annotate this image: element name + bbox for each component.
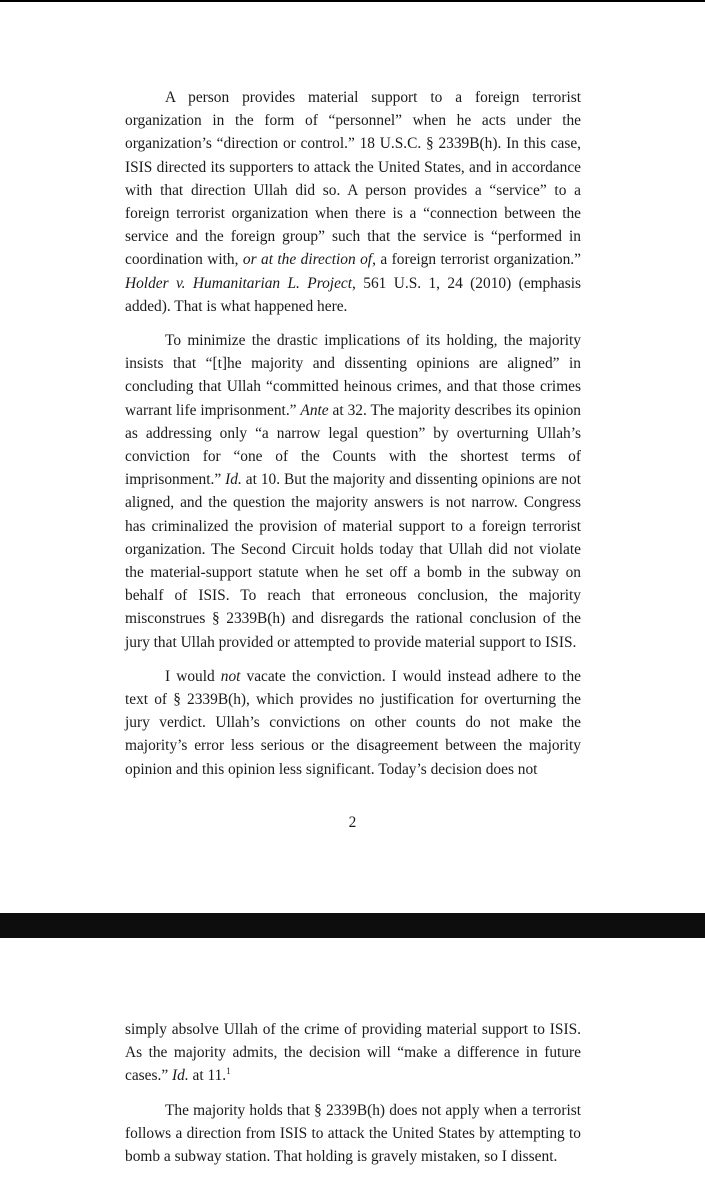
page-2-body [125,1018,581,1179]
italic-text: not [220,667,241,685]
document-page-1 [0,2,705,913]
paragraph-2: To minimize the drastic implications of its holding, the majority insists that “[t]he majority and dissenting opinions are aligned” in concluding that Ullah “committed heinous crimes, and that those crimes warrant life imprisonment.” Ante at 32. The majority describes its opinion as addressing only “a narrow legal question” by overturning Ullah’s conviction for “one of the Counts with the shortest terms of imprisonment.” Id. at 10. But the majority and dissenting opinions are not aligned, and the question the majority answers is not narrow. Congress has criminalized the provision of material support to a foreign terrorist organization. The Second Circuit holds today that Ullah did not violate the material-support statute when he set off a bomb in the subway on behalf of ISIS. To reach that erroneous conclusion, the majority misconstrues § 2339B(h) and disregards the rational conclusion of the jury that Ullah provided or attempted to provide material support to ISIS. [125,332,581,651]
italic-text: Id. [225,471,242,489]
paragraph-3: I would not vacate the conviction. I would instead adhere to the text of § 2339B(h), which provides no justification for overturning the jury verdict. Ullah’s convictions on other counts do not make the majority’s error less serious or the disagreement between the majority opinion and this opinion less significant. Today’s decision does not [125,667,581,778]
paragraph-dissent: The majority holds that § 2339B(h) does not apply when a terrorist follows a direction from ISIS to attack the United States by attempting to bomb a subway station. That holding is gravely mistaken, so I dissent. [125,1101,581,1166]
italic-text: Id. [172,1067,189,1085]
italic-text: Ante [300,401,329,419]
page-number: 2 [348,814,357,831]
paragraph-1: A person provides material support to a foreign terrorist organization in the form of “personnel” when he acts under the organization’s “direction or control.” 18 U.S.C. § 2339B(h). In this case, ISIS directed its supporters to attack the United States, and in accordance with that direction Ullah did so. A person provides a “service” to a foreign terrorist organization when there is a “connection between the service and the foreign group” such that the service is “performed in coordination with, or at the direction of, a foreign terrorist organization.” Holder v. Humanitarian L. Project, 561 U.S. 1, 24 (2010) (emphasis added). That is what happened here. [125,89,581,315]
footnote-marker: 1 [226,1066,231,1077]
italic-text: Holder v. Humanitarian L. Project [125,274,353,292]
document-page-2 [0,938,705,1200]
paragraph-continuation: simply absolve Ullah of the crime of providing material support to ISIS. As the majority admits, the decision will “make a difference in future cases.” Id. at 11.$^1$ [125,1021,581,1085]
page-separator [0,913,705,938]
page-1-body [125,86,581,792]
italic-text: or at the direction of [242,251,373,269]
